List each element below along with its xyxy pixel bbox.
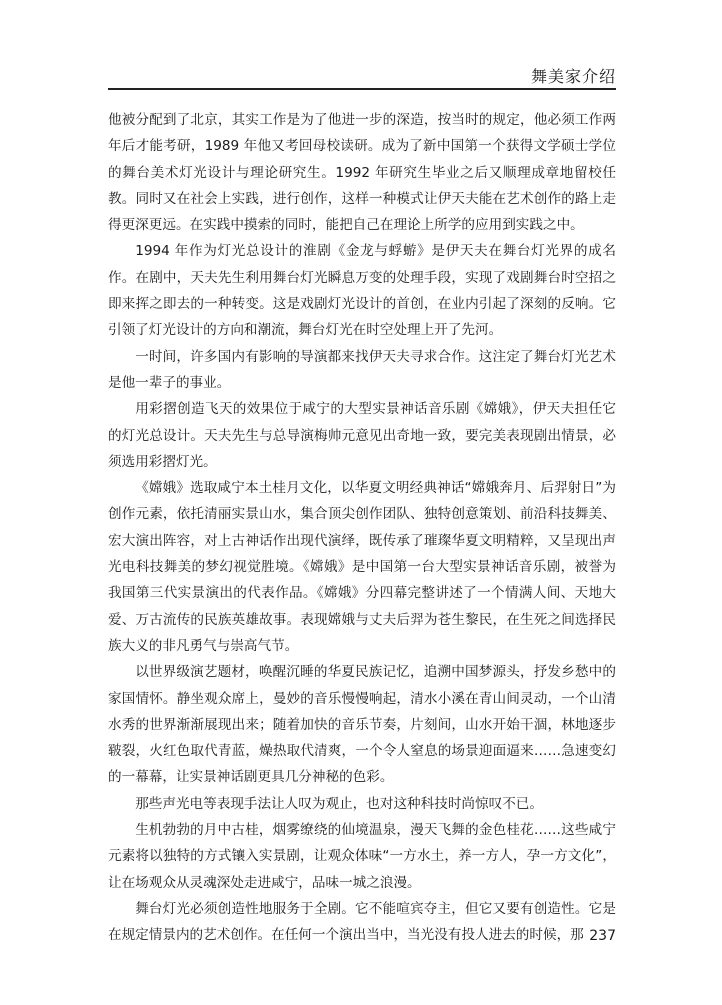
paragraph: 生机勃勃的月中古桂，烟雾缭绕的仙境温泉，漫天飞舞的金色桂花……这些咸宁元素将以独特的方式镶入实景剧，让观众体味“一方水土，养一方人，孕一方文化”，让在场观众从灵魂深处走进咸宁，品味一城之浪漫。 — [108, 822, 616, 891]
running-header: 舞美家介绍 — [530, 67, 616, 86]
paragraph: 那些声光电等表现手法让人叹为观止，也对这种科技时尚惊叹不已。 — [135, 795, 543, 812]
page-number: 237 — [589, 928, 616, 944]
paragraph: 《嫦娥》选取咸宁本土桂月文化，以华夏文明经典神话“嫦娥奔月、后羿射日”为创作元素，依托清丽实景山水，集合顶尖创作团队、独特创意策划、前沿科技舞美、宏大演出阵容，对上古神话作出现代演绎，既传承了璀璨华夏文明精粹，又呈现出声光电科技舞美的梦幻视觉胜境。《嫦娥》是中国第一台大型实景神话音乐剧，被誉为我国第三代实景演出的代表作品。《嫦娥》分四幕完整讲述了一个情满人间、天地大爱、万古流传的民族英雄故事。表现嫦娥与丈夫后羿为苍生黎民，在生死之间选择民族大义的非凡勇气与崇高气节。 — [108, 480, 616, 654]
paragraph-continued: 他被分配到了北京，其实工作是为了他进一步的深造，按当时的规定，他必须工作两年后才能考研，1989 年他又考回母校读研。成为了新中国第一个获得文学硕士学位的舞台美术灯光设计与理论研究生。1992 年研究生毕业之后又顺理成章地留校任教。同时又在社会上实践，进行创作，这样一种模式让伊天夫能在艺术创作的路上走得更深更远。在实践中摸索的同时，能把自己在理论上所学的应用到实践之中。 — [108, 112, 616, 234]
body-text — [108, 107, 616, 949]
paragraph: 一时间，许多国内有影响的导演都来找伊天夫寻求合作。这注定了舞台灯光艺术是他一辈子的事业。 — [108, 348, 616, 391]
header-divider — [108, 88, 616, 90]
paragraph: 以世界级演艺题材，唤醒沉睡的华夏民族记忆，追溯中国梦源头，抒发乡愁中的家国情怀。静坐观众席上，曼妙的音乐慢慢响起，清水小溪在青山间灵动，一个山清水秀的世界渐渐展现出来；随着加快的音乐节奏，片刻间，山水开始干涸，林地逐步皲裂，火红色取代青蓝，燥热取代清爽，一个令人窒息的场景迎面逼来……急速变幻的一幕幕，让实景神话剧更具几分神秘的色彩。 — [108, 664, 616, 786]
paragraph: 用彩摺创造飞天的效果位于咸宁的大型实景神话音乐剧《嫦娥》，伊天夫担任它的灯光总设计。天夫先生与总导演梅帅元意见出奇地一致，要完美表现剧出情景，必须选用彩摺灯光。 — [108, 401, 616, 470]
paragraph: 舞台灯光必须创造性地服务于全剧。它不能喧宾夺主，但它又要有创造性。它是在规定情景内的艺术创作。在任何一个演出当中，当光没有投人进去的时候，那 — [108, 900, 616, 944]
paragraph: 1994 年作为灯光总设计的淮剧《金龙与蜉蝣》是伊天夫在舞台灯光界的成名作。在剧中，天夫先生利用舞台灯光瞬息万变的处理手段，实现了戏剧舞台时空招之即来挥之即去的一种转变。这是戏剧灯光设计的首创，在业内引起了深刻的反响。它引领了灯光设计的方向和潮流，舞台灯光在时空处理上开了先河。 — [108, 243, 616, 339]
